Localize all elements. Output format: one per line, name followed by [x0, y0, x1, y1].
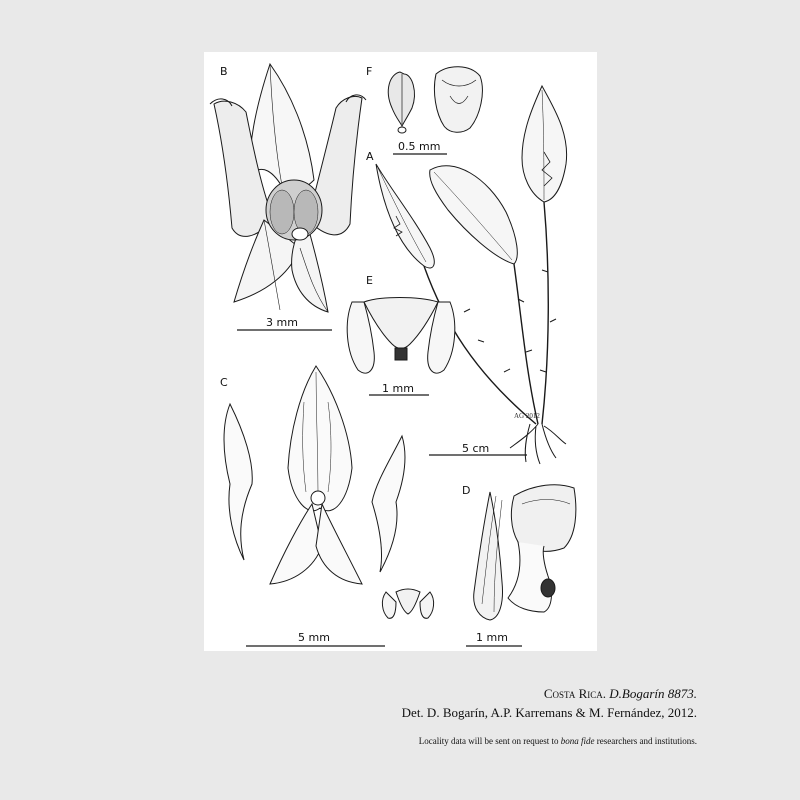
panel-label-e: E [366, 274, 373, 287]
caption-determination-line: Det. D. Bogarín, A.P. Karremans & M. Fernández, 2012. [401, 705, 697, 720]
caption-collection-number: D.Bogarín 8873. [609, 686, 697, 701]
column-lip-side-drawing [474, 485, 576, 620]
caption-note-start: Locality data will be sent on request to [418, 736, 559, 746]
caption-note-italic: bona fide [560, 736, 595, 746]
scale-bar-f-label: 0.5 mm [398, 140, 441, 153]
caption-country: Costa Rica. [543, 686, 606, 701]
caption-note-end: researchers and institutions. [596, 736, 697, 746]
pollinia-drawing [388, 72, 414, 133]
caption-locality-note [419, 736, 697, 746]
botanical-plate [204, 52, 597, 651]
scale-bar-b-label: 3 mm [266, 316, 298, 329]
panel-label-a: A [366, 150, 374, 163]
dissected-perianth-drawing [224, 366, 434, 618]
panel-label-f: F [366, 65, 373, 78]
lip-drawing [347, 298, 455, 374]
scale-bar-a-label: 5 cm [462, 442, 490, 455]
caption-collection-line [544, 686, 697, 702]
panel-label-b: B [220, 65, 228, 78]
scale-bar-e-label: 1 mm [382, 382, 414, 395]
scale-bar-c-label: 5 mm [298, 631, 330, 644]
artist-signature: AG 2012 [514, 412, 540, 420]
scale-bar-d-label: 1 mm [476, 631, 508, 644]
panel-label-d: D [462, 484, 471, 497]
flower-front-view [210, 64, 366, 312]
anther-cap-drawing [434, 67, 482, 133]
panel-label-c: C [220, 376, 228, 389]
